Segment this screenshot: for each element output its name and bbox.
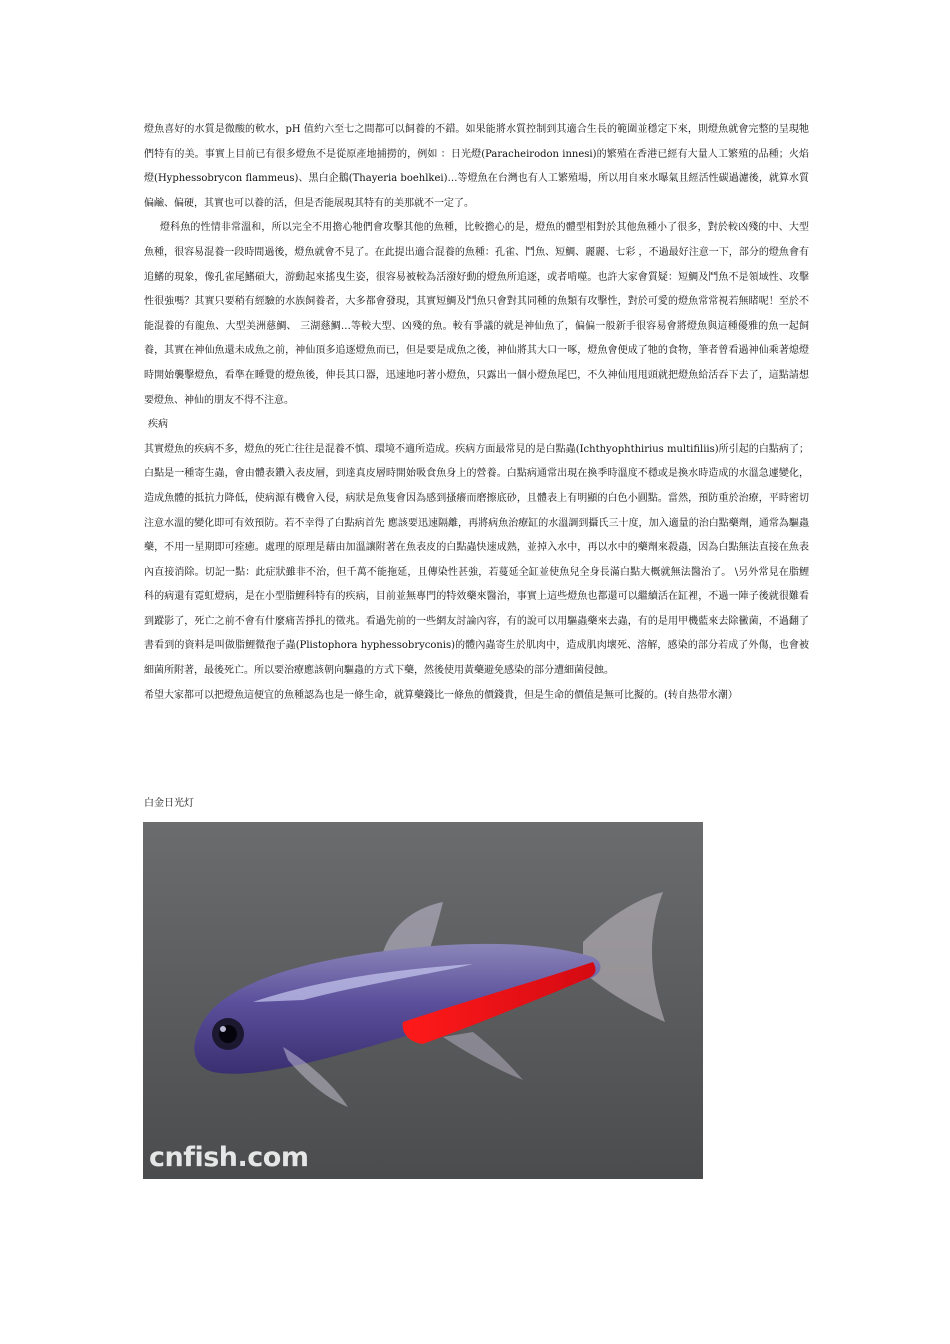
section-heading-disease: 疾病	[148, 419, 168, 431]
fish-illustration	[143, 822, 703, 1179]
paragraph-temperament: 燈科魚的性情非常溫和，所以完全不用擔心牠們會攻擊其他的魚種，比較擔心的是，燈魚的體型相對於其他魚種小了很多，對於較凶殘的中、大型魚種，很容易混養一段時間過後，燈魚就會不見了。在此提出適合混養的魚種：孔雀、鬥魚、短鯛、麗麗、七彩 ，不過最好注意一下，部分的燈魚會有追鰭的現象，像孔雀尾鰭碩大，游動起來搖曳生姿，很容易被較為活潑好動的燈魚所追逐，或者啃噬。也許大家會質疑：短鯛及鬥魚不是領域性、攻擊性很強嗎？其實只要稍有經驗的水族飼養者，大多都會發現，其實短鯛及鬥魚只會對其同種的魚類有攻擊性，對於可愛的燈魚常常視若無睹呢！至於不能混養的有龍魚、大型美洲慈鯛、 三湖慈鯛…等較大型、凶殘的魚。較有爭議的就是神仙魚了，偏偏一般新手很容易會將燈魚與這種優雅的魚一起飼養，其實在神仙魚還未成魚之前，神仙頂多追逐燈魚而已，但是要是成魚之後，神仙將其大口一啄，燈魚會便成了牠的食物，筆者曾看過神仙乘著熄燈時開始襲擊燈魚，看準在睡覺的燈魚後，伸長其口器，迅速地叼著小燈魚，只露出一個小燈魚尾巴，不久神仙甩甩頭就把燈魚給活吞下去了，這點請想要燈魚、神仙的朋友不得不注意。	[144, 222, 809, 406]
watermark-text: cnfish.com	[149, 1142, 309, 1173]
paragraph-disease: 其實燈魚的疾病不多，燈魚的死亡往往是混養不慎、環境不適所造成。疾病方面最常見的是白點蟲(Ichthyophthirius multifiliis)所引起的白點病了；白點是一種寄生蟲，會由體表鑽入表皮層，到達真皮層時開始吸食魚身上的營養。白點病通常出現在換季時溫度不穩或是換水時造成的水溫急遽變化，造成魚體的抵抗力降低，使病源有機會入侵，病狀是魚隻會因為感到搔癢而磨擦底砂，且體表上有明顯的白色小圓點。當然，預防重於治療，平時密切注意水溫的變化即可有效預防。若不幸得了白點病首先 應該要迅速隔離，再將病魚治療缸的水溫調到攝氏三十度，加入適量的治白點藥劑，通常為驅蟲藥，不用一星期即可痊癒。處理的原理是藉由加溫讓附著在魚表皮的白點蟲快速成熟，並掉入水中，再以水中的藥劑來殺蟲，因為白點無法直接在魚表內直接消除。切記一點：此症狀雖非不治，但千萬不能拖延，且傳染性甚強，若蔓延全缸並使魚兒全身長滿白點大概就無法醫治了。 \另外常見在脂鯉科的病還有霓虹燈病，是在小型脂鯉科特有的疾病，目前並無專門的特效藥來醫治，事實上這些燈魚也都還可以繼續活在缸裡，不過一陣子後就很難看到蹤影了，死亡之前不會有什麼痛苦掙扎的徵兆。看過先前的一些網友討論內容，有的說可以用驅蟲藥來去蟲，有的是用甲機藍來去除黴菌，不過翻了書看到的資料是叫做脂鯉微孢子蟲(Plistophora hyphessobryconis)的體內蟲寄生於肌肉中，造成肌肉壞死、溶解，感染的部分若成了外傷，也會被細菌所附著，最後死亡。所以要治療應該朝向驅蟲的方式下藥，然後使用黃藥避免感染的部分遭細菌侵蝕。	[144, 443, 809, 677]
paragraph-closing: 希望大家都可以把燈魚這便宜的魚種認為也是一條生命，就算藥錢比一條魚的價錢貴，但是生命的價值是無可比擬的。(转自热带水潮）	[144, 689, 738, 701]
fish-photo	[143, 822, 703, 1179]
article-body	[144, 118, 809, 708]
image-caption: 白金日光灯	[144, 798, 194, 809]
paragraph-water-quality: 燈魚喜好的水質是微酸的軟水，pH 值約六至七之間都可以飼養的不錯。如果能將水質控制到其適合生長的範圍並穩定下來，則燈魚就會完整的呈現牠們特有的美。事實上目前已有很多燈魚不是從原產地捕撈的，例如 ：日光燈(Paracheirodon innesi)的繁殖在香港已經有大量人工繁殖的品種；火焰燈(Hyphessobrycon flammeus)、黑白企鵝(Thayeria boehlkei)…等燈魚在台灣也有人工繁殖場，所以用自來水曝氣且經活性碳過濾後，就算水質偏鹼、偏硬，其實也可以養的活，但是否能展現其特有的美那就不一定了。	[144, 124, 809, 209]
